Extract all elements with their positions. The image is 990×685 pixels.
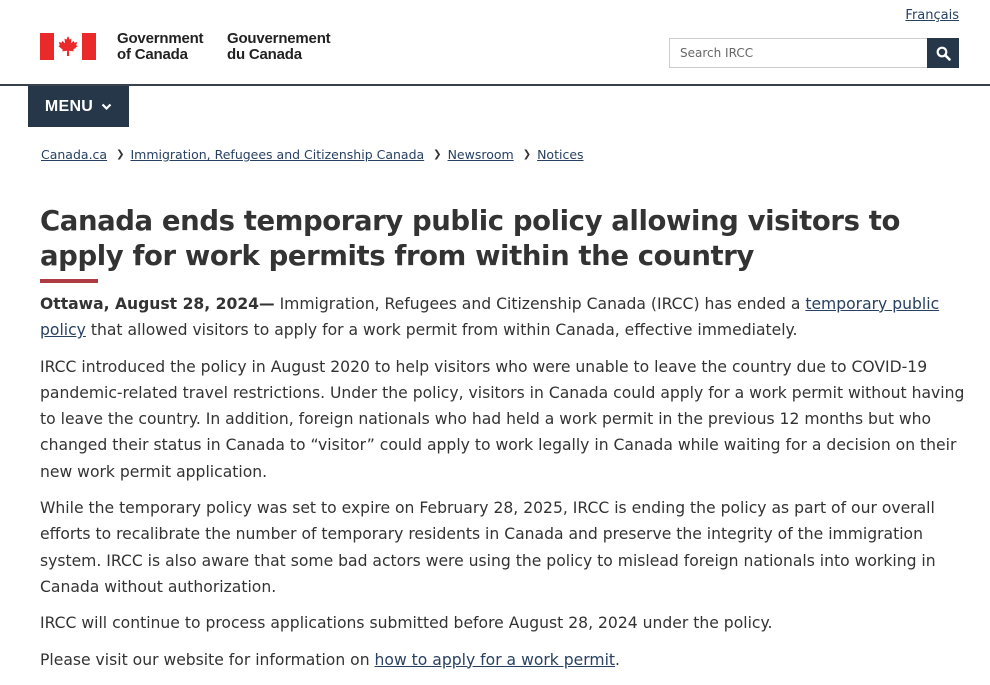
canada-flag-icon[interactable] [40, 33, 96, 60]
chevron-down-icon [101, 103, 112, 111]
breadcrumb-link-notices[interactable]: Notices [537, 147, 584, 162]
menu-button[interactable] [28, 86, 129, 127]
search-form [669, 38, 959, 68]
menu-label: MENU [44, 97, 94, 115]
chevron-right-icon: ❯ [433, 149, 442, 160]
paragraph-text: Immigration, Refugees and Citizenship Canada (IRCC) has ended a [274, 295, 806, 313]
article-body [40, 291, 965, 683]
article-paragraph-3: While the temporary policy was set to expire on February 28, 2025, IRCC is ending the policy as part of our overall efforts to recalibrate the number of temporary residents in Canada and preserve the integrity of the immigration system. IRCC is also aware that some bad actors were using the policy to mislead foreign nationals into working in Canada without authorization. [40, 499, 936, 596]
breadcrumb-link-canada[interactable]: Canada.ca [41, 147, 108, 162]
header-divider [0, 84, 990, 86]
article-paragraph-4: IRCC will continue to process applications submitted before August 28, 2024 under the policy. [40, 614, 773, 633]
breadcrumb-link-ircc[interactable]: Immigration, Refugees and Citizenship Canada [130, 147, 425, 162]
temporary-public-policy-link[interactable]: temporary public policy [40, 295, 940, 340]
paragraph-text: Please visit our website for information on [40, 650, 375, 669]
search-input[interactable] [669, 38, 927, 68]
article-paragraph-5 [40, 647, 965, 673]
work-permit-link[interactable]: how to apply for a work permit [374, 650, 616, 669]
search-button[interactable] [927, 38, 959, 68]
page-title: Canada ends temporary public policy allowing visitors to apply for work permits from within the country [40, 205, 900, 272]
signature-french: Gouvernement du Canada [227, 30, 331, 63]
chevron-right-icon: ❯ [116, 149, 125, 160]
article-paragraph-1 [40, 291, 965, 344]
breadcrumb-link-newsroom[interactable]: Newsroom [447, 147, 514, 162]
article-paragraph-2: IRCC introduced the policy in August 2020 to help visitors who were unable to leave the country due to COVID-19 pandemic-related travel restrictions. Under the policy, visitors in Canada could apply for a work permit without having to leave the country. In addition, foreign nationals who had held a work permit in the previous 12 months but who changed their status in Canada to “visitor” could apply to work legally in Canada while waiting for a decision on their new work permit application. [40, 357, 965, 481]
breadcrumb [41, 147, 584, 162]
chevron-right-icon: ❯ [522, 149, 532, 160]
search-icon [936, 46, 951, 61]
dateline: Ottawa, August 28, 2024— [40, 295, 275, 313]
signature-english: Government of Canada [117, 30, 204, 63]
language-toggle-link[interactable]: Français [905, 8, 959, 23]
paragraph-text: . [615, 650, 621, 669]
paragraph-text: that allowed visitors to apply for a work permit from within Canada, effective immediately. [85, 321, 798, 340]
title-underline [40, 279, 98, 283]
